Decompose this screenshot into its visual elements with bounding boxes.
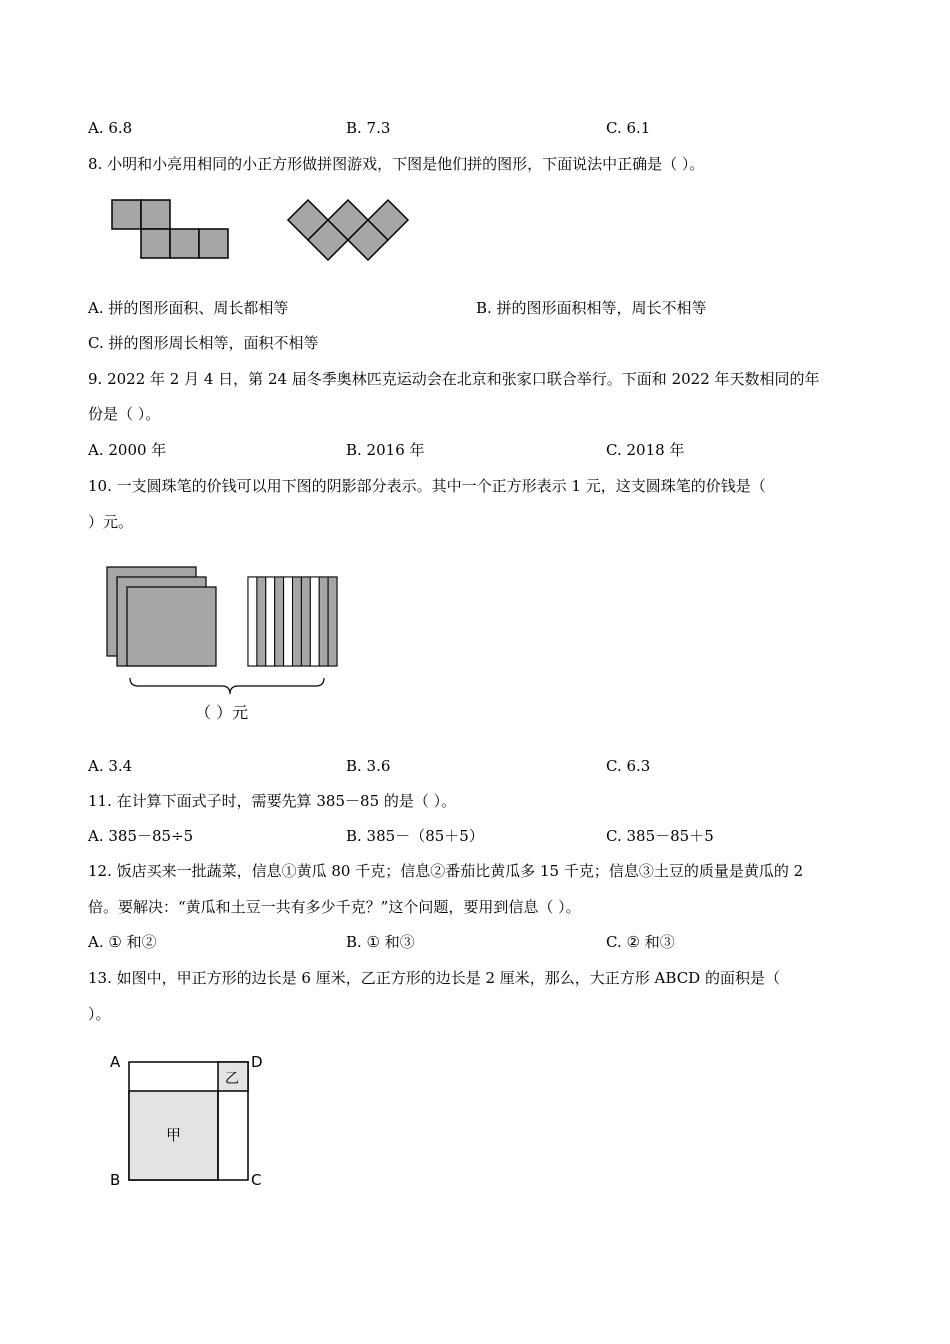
label-c: C xyxy=(251,1171,262,1189)
q7-option-c: C. 6.1 xyxy=(606,119,651,137)
q10-figure-label: （ ）元 xyxy=(195,703,249,722)
q11-option-b: B. 385－（85＋5） xyxy=(346,827,484,845)
label-d: D xyxy=(251,1053,263,1071)
label-b: B xyxy=(110,1171,121,1189)
q10-option-b: B. 3.6 xyxy=(346,757,391,775)
q13-question-line1: 13. 如图中，甲正方形的边长是 6 厘米，乙正方形的边长是 2 厘米，那么，大正方形 ABCD 的面积是（ xyxy=(88,969,780,987)
q8-option-a: A. 拼的图形面积、周长都相等 xyxy=(88,299,289,317)
tenth-strip-1 xyxy=(248,577,257,666)
q12-question-line2: 倍。要解决：“黄瓜和土豆一共有多少千克？”这个问题，要用到信息（ ）。 xyxy=(88,898,581,916)
tenth-strip-10 xyxy=(328,577,337,666)
tenth-strip-6 xyxy=(293,577,302,666)
tenth-strip-7 xyxy=(301,577,310,666)
q13-question-line2: ）。 xyxy=(88,1005,111,1023)
q9-question-line1: 9. 2022 年 2 月 4 日，第 24 届冬季奥林匹克运动会在北京和张家口联合举行。下面和 2022 年天数相同的年 xyxy=(88,370,820,388)
q8-figure-right xyxy=(286,200,410,264)
tenth-strip-8 xyxy=(310,577,319,666)
q11-option-a: A. 385－85÷5 xyxy=(88,827,194,845)
q9-option-c: C. 2018 年 xyxy=(606,441,685,459)
q8-question: 8. 小明和小亮用相同的小正方形做拼图游戏，下图是他们拼的图形，下面说法中正确是（ ）。 xyxy=(88,155,705,173)
tenth-strip-5 xyxy=(284,577,293,666)
q12-option-a: A. ① 和② xyxy=(88,933,157,951)
q9-option-b: B. 2016 年 xyxy=(346,441,425,459)
q12-question-line1: 12. 饭店买来一批蔬菜，信息①黄瓜 80 千克；信息②番茄比黄瓜多 15 千克；信息③土豆的质量是黄瓜的 2 xyxy=(88,862,804,880)
q9-question-line2: 份是（ ）。 xyxy=(88,405,161,423)
q8-figure-left xyxy=(110,198,230,260)
q12-option-b: B. ① 和③ xyxy=(346,933,415,951)
q9-option-a: A. 2000 年 xyxy=(88,441,167,459)
curly-brace xyxy=(130,678,324,694)
label-a: A xyxy=(110,1053,121,1071)
square-one-front xyxy=(127,587,216,666)
q10-option-c: C. 6.3 xyxy=(606,757,651,775)
tenth-strip-2 xyxy=(257,577,266,666)
label-yi: 乙 xyxy=(225,1071,239,1087)
q7-option-b: B. 7.3 xyxy=(346,119,391,137)
q10-question-line2: ）元。 xyxy=(88,513,134,531)
label-jia: 甲 xyxy=(166,1126,182,1144)
tenth-strip-9 xyxy=(319,577,328,666)
q10-question-line1: 10. 一支圆珠笔的价钱可以用下图的阴影部分表示。其中一个正方形表示 1 元，这支圆珠笔的价钱是（ xyxy=(88,477,766,495)
tenth-strip-4 xyxy=(275,577,284,666)
q8-option-b: B. 拼的图形面积相等，周长不相等 xyxy=(476,299,707,317)
q12-option-c: C. ② 和③ xyxy=(606,933,675,951)
tenth-strip-3 xyxy=(266,577,275,666)
q8-option-c: C. 拼的图形周长相等，面积不相等 xyxy=(88,334,319,352)
q11-question: 11. 在计算下面式子时，需要先算 385－85 的是（ ）。 xyxy=(88,792,457,810)
q11-option-c: C. 385－85＋5 xyxy=(606,827,714,845)
q10-option-a: A. 3.4 xyxy=(88,757,133,775)
q13-figure xyxy=(100,1045,280,1195)
q7-option-a: A. 6.8 xyxy=(88,119,133,137)
